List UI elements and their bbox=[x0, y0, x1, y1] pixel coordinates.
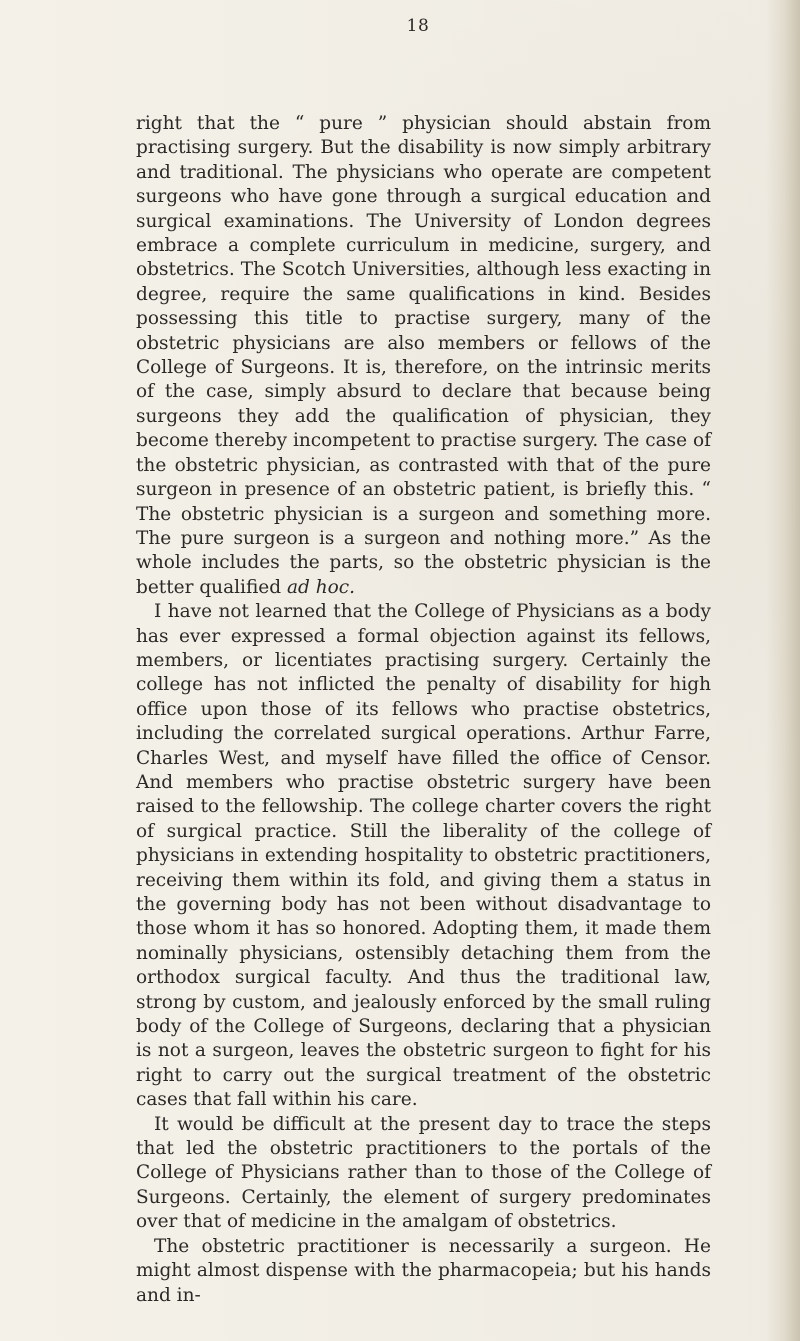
body-text bbox=[136, 112, 711, 1308]
paragraph-2: I have not learned that the College of Physicians as a body has ever expressed a formal objection against its fellows, members, or licentiates practising surgery. Certainly the college has not inflicted the penalty of disability for high office upon those of its fellows who practise obstetrics, including the correlated surgical operations. Arthur Farre, Charles West, and myself have filled the office of Censor. And members who practise obstetric surgery have been raised to the fellowship. The college charter covers the right of surgical practice. Still the liberality of the college of physicians in extending hospitality to obstetric practitioners, receiving them within its fold, and giving them a status in the governing body has not been without disadvantage to those whom it has so honored. Adopting them, it made them nominally physicians, ostensibly detaching them from the orthodox surgical faculty. And thus the traditional law, strong by custom, and jealously enforced by the small ruling body of the College of Surgeons, declaring that a physician is not a surgeon, leaves the obstetric surgeon to fight for his right to carry out the surgical treatment of the obstetric cases that fall within his care. bbox=[136, 601, 711, 1111]
paragraph-3: It would be difficult at the present day to trace the steps that led the obstetric practitioners to the portals of the College of Physicians rather than to those of the College of Surgeons. Certainly, the element of surgery predominates over that of medicine in the amalgam of obstetrics. bbox=[136, 1113, 711, 1233]
italic-phrase: ad hoc. bbox=[286, 576, 356, 598]
page-number: 18 bbox=[406, 16, 430, 36]
page-edge-shadow bbox=[766, 0, 800, 1341]
paragraph-1 bbox=[136, 112, 711, 600]
paragraph-1-text: right that the “ pure ” physician should abstain from practising surgery. But the disability is now simply arbitrary and traditional. The physicians who operate are competent surgeons who have gone through a surgical education and surgical examinations. The University of London degrees embrace a complete curriculum in medicine, surgery, and obstetrics. The Scotch Universities, although less exacting in degree, require the same qualifications in kind. Besides possessing this title to practise surgery, many of the obstetric physicians are also members or fellows of the College of Surgeons. It is, therefore, on the intrinsic merits of the case, simply absurd to declare that because being surgeons they add the qualification of physician, they become thereby incompetent to practise surgery. The case of the obstetric physician, as contrasted with that of the pure surgeon in presence of an obstetric patient, is briefly this. “ The obstetric physician is a surgeon and something more. The pure surgeon is a surgeon and nothing more.” As the whole includes the parts, so the obstetric physician is the better qualified bbox=[136, 113, 711, 598]
paragraph-4: The obstetric practitioner is necessarily a surgeon. He might almost dispense with the pharmacopeia; but his hands and in- bbox=[136, 1235, 711, 1306]
